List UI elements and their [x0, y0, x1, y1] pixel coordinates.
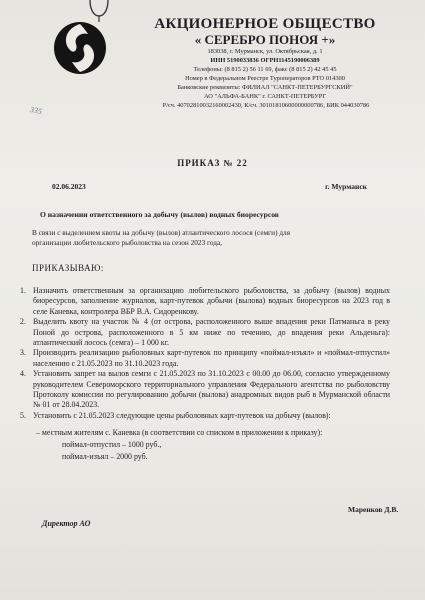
preamble-line2: организации любительского рыболовства на сезон 2023 года, [32, 238, 223, 247]
item-text: Выделить квоту на участок № 4 (от острова, расположенного выше впадения реки Патманьга в реку Поной до острова, расположенного в 5 км ниже по течению, до впадения реки Альденьга): атлантический лосось (семга) – 1 000 кг. [33, 317, 390, 348]
list-item [20, 369, 390, 411]
org-phones: Телефоны: (8 815 2) 56 11 69, факс (8 815 2) 42 45 45 [193, 66, 337, 73]
price-catch-release: поймал-отпустил – 1000 руб., [62, 440, 162, 449]
company-logo-fish-icon [52, 20, 108, 76]
item-text: Установить с 21.05.2023 следующие цены рыболовных карт-путевок на добычу (вылов): [33, 410, 331, 420]
item-text: Производить реализацию рыболовных карт-путевок по принципу «поймал-изъял» и «поймал-отпустил» населению с 21.05.2023 по 31.10.2023 года. [33, 348, 390, 368]
item-text: Назначить ответственным за организацию любительского рыболовства, за добычу (вылов) водных биоресурсов, заполнение журналов, карт-путевок добычи (вылова) водных биоресурсов на 2023 год в селе Каневка, контролера ВБР В.А. Сидоренкову. [33, 286, 390, 316]
item-number: 4. [20, 369, 26, 379]
order-city: г. Мурманск [325, 182, 367, 191]
org-name-line2: « СЕРЕБРО ПОНОЯ +» [194, 32, 336, 47]
org-bank-line2: АО "АЛЬФА-БАНК" г. САНКТ-ПЕТЕРБУРГ [203, 93, 327, 100]
price-residents: – местным жителям с. Каневка (в соответствии со списком в приложении к приказу): [36, 428, 323, 437]
list-item [20, 317, 390, 348]
order-date: 02.06.2023 [52, 182, 86, 191]
item-text: Установить запрет на вылов семги с 21.05.2023 по 31.10.2023 с 00.00 до 06.00, согласно утвержденному руководителем Североморского территориального управления Федерального агентства по рыболовству Протоколу комиссии по регулированию добычи (вылова) анадромных видов рыб в Мурманской области № 01 от 28.04.2023. [33, 369, 390, 410]
item-number: 3. [20, 348, 26, 358]
item-number: 1. [20, 286, 26, 295]
price-catch-keep: поймал-изъял – 2000 руб. [62, 452, 148, 461]
org-name-line1: АКЦИОНЕРНОЕ ОБЩЕСТВО [154, 16, 376, 32]
org-inn: ИНН 5190033836 ОГРН1145190006389 [210, 57, 320, 64]
list-item [20, 348, 390, 369]
hanger-clip-icon [86, 0, 112, 22]
org-accounts: Р/сч. 40702810032160002430, К/сч. 30101810600000000786, БИК 044030786 [162, 102, 370, 109]
ordered-heading: ПРИКАЗЫВАЮ: [32, 263, 104, 273]
handwritten-note: 335 [29, 104, 43, 117]
org-bank-line1: Банковские реквизиты: ФИЛИАЛ "САНКТ-ПЕТЕРБУРГСКИЙ" [177, 84, 353, 91]
order-subject: О назначении ответственного за добычу (вылов) водных биоресурсов [40, 210, 279, 219]
item-number: 5. [20, 410, 26, 420]
order-items-list [20, 286, 390, 421]
list-item [20, 286, 390, 317]
list-item [20, 411, 390, 421]
item-number: 2. [20, 317, 26, 327]
signatory-position: Директор АО [42, 519, 91, 528]
signatory-name: Маренков Д.В. [348, 505, 399, 514]
preamble-line1: В связи с выделением квоты на добычу (вылов) атлантического лосося (семги) для [32, 228, 291, 237]
org-registry: Номер в Федеральном Реестре Туроператоров РТО 014300 [185, 75, 345, 82]
order-title: ПРИКАЗ № 22 [177, 158, 248, 168]
org-address: 183038, г. Мурманск, ул. Октябрьская, д. 1 [207, 48, 323, 55]
